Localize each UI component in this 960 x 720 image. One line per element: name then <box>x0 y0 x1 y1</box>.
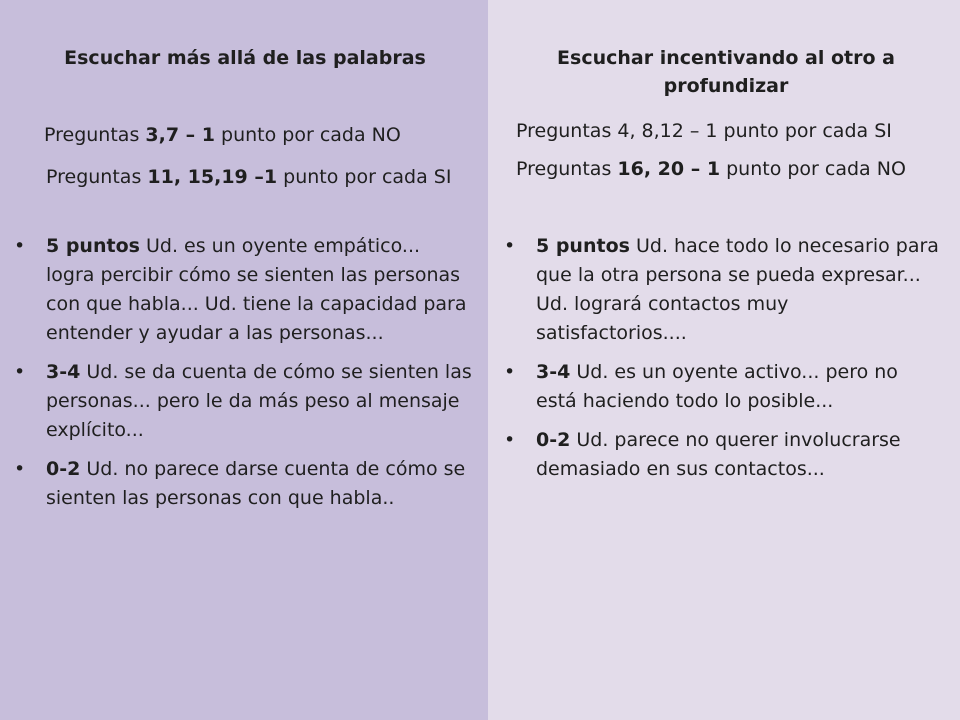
bullet-icon: • <box>14 361 26 383</box>
right-bullet-1-text: Ud. hace todo lo necesario para que la otra persona se pueda expresar... Ud. logrará contactos muy satisfactorios.... <box>536 235 939 344</box>
right-panel <box>488 0 960 720</box>
left-q1-suffix: punto por cada NO <box>215 124 401 146</box>
right-bullet-list <box>504 232 944 494</box>
bullet-icon: • <box>504 361 516 383</box>
left-q1-prefix: Preguntas <box>44 124 146 146</box>
left-bullet-2-score: 3-4 <box>46 361 81 383</box>
left-bullet-list <box>14 232 474 523</box>
left-q2-bold: 11, 15,19 –1 <box>147 166 278 188</box>
left-q2-prefix: Preguntas <box>46 166 148 188</box>
right-q2-suffix: punto por cada NO <box>720 158 906 180</box>
right-title: Escuchar incentivando al otro a profundizar <box>557 47 895 97</box>
right-q2-bold: 16, 20 – 1 <box>617 158 721 180</box>
right-q2-prefix: Preguntas <box>516 158 618 180</box>
left-q2-suffix: punto por cada SI <box>277 166 452 188</box>
left-bullet-2-text: Ud. se da cuenta de cómo se sienten las personas... pero le da más peso al mensaje explícito... <box>46 361 472 441</box>
list-item <box>14 232 474 348</box>
right-q1-prefix: Preguntas 4, 8,12 – 1 punto por cada SI <box>516 120 892 142</box>
right-bullet-2-text: Ud. es un oyente activo... pero no está haciendo todo lo posible... <box>536 361 898 412</box>
left-bullet-3-score: 0-2 <box>46 458 81 480</box>
left-title: Escuchar más allá de las palabras <box>64 47 426 69</box>
bullet-icon: • <box>14 458 26 480</box>
right-scoring-line-1 <box>516 118 946 145</box>
left-bullet-1-score: 5 puntos <box>46 235 140 257</box>
list-item <box>14 358 474 445</box>
right-bullet-3-score: 0-2 <box>536 429 571 451</box>
right-bullet-1-score: 5 puntos <box>536 235 630 257</box>
bullet-icon: • <box>504 235 516 257</box>
right-bullet-2-score: 3-4 <box>536 361 571 383</box>
left-bullet-3-text: Ud. no parece darse cuenta de cómo se sienten las personas con que habla.. <box>46 458 466 509</box>
list-item <box>504 426 944 484</box>
left-scoring-line-1 <box>44 122 474 149</box>
list-item <box>504 232 944 348</box>
list-item <box>14 455 474 513</box>
list-item <box>504 358 944 416</box>
bullet-icon: • <box>504 429 516 451</box>
left-bullet-1-text: Ud. es un oyente empático... logra percibir cómo se sienten las personas con que habla... Ud. tiene la capacidad para entender y ayudar a las personas... <box>46 235 467 344</box>
right-scoring-line-2 <box>516 156 956 183</box>
right-bullet-3-text: Ud. parece no querer involucrarse demasiado en sus contactos... <box>536 429 901 480</box>
left-scoring-line-2 <box>46 164 466 191</box>
left-q1-bold: 3,7 – 1 <box>145 124 215 146</box>
bullet-icon: • <box>14 235 26 257</box>
